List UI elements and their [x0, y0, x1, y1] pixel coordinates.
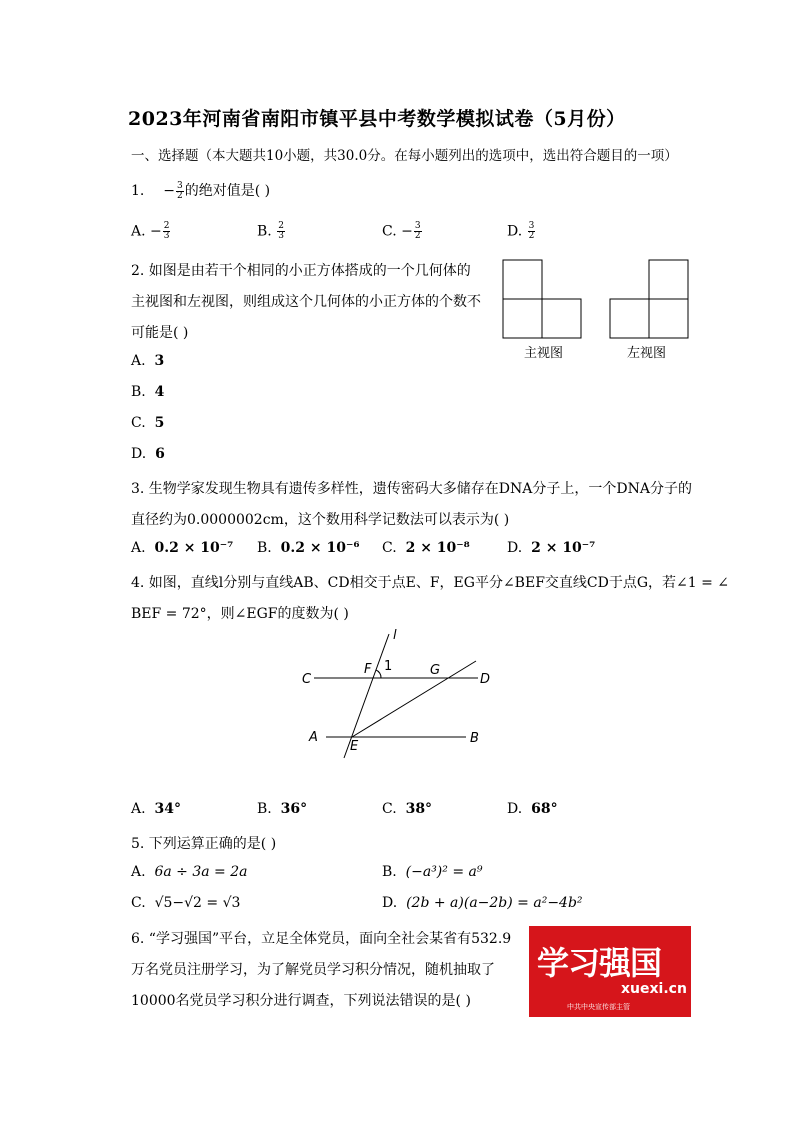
q1-fraction: $\frac{3}{2}$: [177, 180, 183, 201]
label-l: l: [393, 628, 397, 643]
q1-stem: 的绝对值是( ): [184, 183, 271, 199]
q1-option-d[interactable]: D. $\frac{3}{2}$: [507, 221, 535, 241]
q1-sign: −: [163, 183, 175, 199]
q2-stem-line-2: 主视图和左视图，则组成这个几何体的小正方体的个数不: [131, 294, 481, 310]
label-f: F: [364, 662, 372, 677]
logo-sub-text: 中共中央宣传部主管: [567, 1003, 630, 1011]
page-title: 2023年河南省南阳市镇平县中考数学模拟试卷（5月份）: [128, 108, 626, 130]
left-view-label: 左视图: [627, 346, 667, 361]
q3-stem-line-1: 3. 生物学家发现生物具有遗传多样性，遗传密码大多储存在DNA分子上，一个DNA分子的: [131, 481, 692, 497]
q6-stem-line-1: 6. “学习强国”平台，立足全体党员，面向全社会某省有532.9: [131, 931, 512, 947]
q3-stem-line-2: 直径约为0.0000002cm，这个数用科学记数法可以表示为( ): [131, 512, 510, 528]
q1-option-b[interactable]: B. $\frac{2}{3}$: [257, 221, 284, 241]
label-angle-1: 1: [384, 659, 393, 674]
label-d: D: [480, 672, 491, 687]
q2-three-views-figure: [500, 258, 700, 368]
q1-option-a[interactable]: A. − $\frac{2}{3}$: [131, 221, 170, 241]
q3-option-b[interactable]: B. 0.2 × 10⁻⁶: [257, 540, 360, 556]
q2-option-a[interactable]: A. 3: [131, 353, 165, 369]
q2-option-c[interactable]: C. 5: [131, 415, 165, 431]
q5-option-d[interactable]: D. (2b + a)(a−2b) = a²−4b²: [382, 895, 583, 911]
q5-option-a[interactable]: A. 6a ÷ 3a = 2a: [131, 864, 248, 880]
question-1: [131, 180, 270, 201]
logo-main-text: 学习强国: [537, 944, 662, 982]
front-view: [503, 260, 581, 338]
q1-number: 1.: [131, 183, 145, 199]
q2-stem-line-3: 可能是( ): [131, 325, 189, 341]
front-view-label: 主视图: [524, 346, 564, 361]
q3-option-c[interactable]: C. 2 × 10⁻⁸: [382, 540, 470, 556]
q4-stem-line-1: 4. 如图，直线l分别与直线AB、CD相交于点E、F，EG平分∠BEF交直线CD于点G，若∠1 = ∠: [131, 575, 730, 591]
q6-stem-line-3: 10000名党员学习积分进行调查，下列说法错误的是( ): [131, 993, 471, 1009]
q2-stem-line-1: 2. 如图是由若干个相同的小正方体搭成的一个几何体的: [131, 263, 471, 279]
angle-1-arc: [376, 670, 381, 678]
q6-stem-line-2: 万名党员注册学习，为了解党员学习积分情况，随机抽取了: [131, 962, 495, 978]
q4-option-c[interactable]: C. 38°: [382, 801, 433, 817]
q4-option-b[interactable]: B. 36°: [257, 801, 308, 817]
section-heading: 一、选择题（本大题共10小题，共30.0分。在每小题列出的选项中，选出符合题目的一项）: [131, 148, 678, 164]
q4-geometry-figure: [300, 626, 500, 766]
q2-option-d[interactable]: D. 6: [131, 446, 165, 462]
q5-option-b[interactable]: B. (−a³)² = a⁹: [382, 864, 483, 880]
label-e: E: [350, 739, 359, 754]
xuexi-qiangguo-logo: [529, 926, 691, 1017]
label-a: A: [309, 730, 318, 745]
q4-option-d[interactable]: D. 68°: [507, 801, 558, 817]
label-c: C: [302, 672, 312, 687]
q5-stem: 5. 下列运算正确的是( ): [131, 836, 277, 852]
label-b: B: [470, 731, 479, 746]
q4-stem-line-2: BEF = 72°，则∠EGF的度数为( ): [131, 606, 349, 622]
q4-option-a[interactable]: A. 34°: [131, 801, 181, 817]
logo-site-text: xuexi.cn: [621, 981, 687, 997]
q1-option-c[interactable]: C. − $\frac{3}{2}$: [382, 221, 421, 241]
q3-option-d[interactable]: D. 2 × 10⁻⁷: [507, 540, 596, 556]
q2-option-b[interactable]: B. 4: [131, 384, 165, 400]
q5-option-c[interactable]: C. √5−√2 = √3: [131, 895, 241, 911]
label-g: G: [430, 663, 441, 678]
q3-option-a[interactable]: A. 0.2 × 10⁻⁷: [131, 540, 234, 556]
left-view: [610, 260, 688, 338]
